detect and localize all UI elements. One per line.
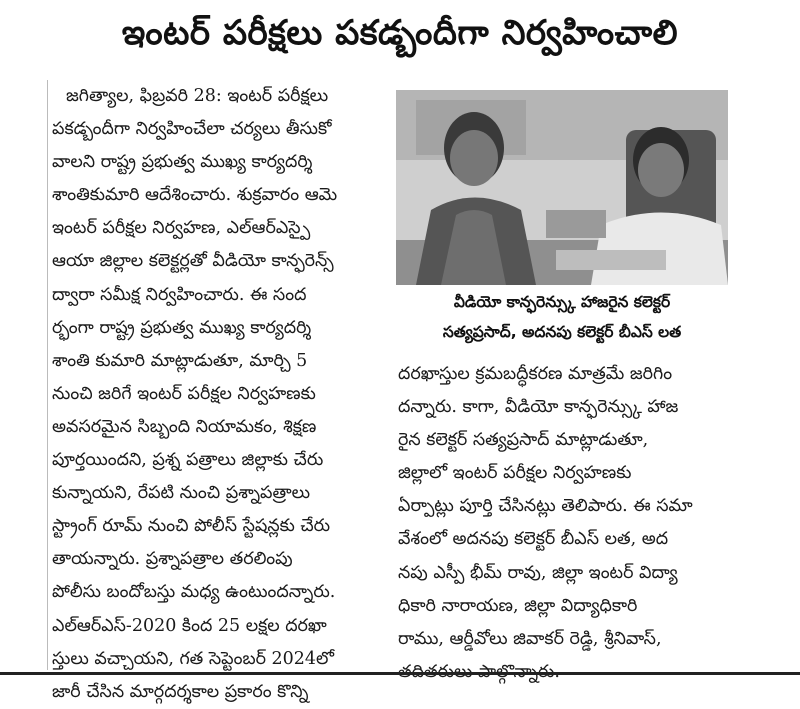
left-line: శాంతికుమారి ఆదేశించారు. శుక్రవారం ఆమె: [52, 185, 338, 206]
left-line: జగిత్యాల, ఫిబ్రవరి 28: ఇంటర్ పరీక్షలు: [66, 86, 329, 106]
article-photo: [396, 90, 728, 285]
column-divider: [47, 80, 48, 670]
right-line: ధికారి నారాయణ, జిల్లా విద్యాధికారి: [398, 595, 638, 616]
left-line: పూర్తయిందని, ప్రశ్న పత్రాలు జిల్లాకు చేరు: [52, 450, 324, 471]
caption-line: సత్యప్రసాద్, అదనపు కలెక్టర్ బీఎస్ లత: [442, 323, 682, 341]
left-line: శాంతి కుమారి మాట్లాడుతూ, మార్చి 5: [52, 350, 308, 371]
left-line: ఆయా జిల్లాల కలెక్టర్లతో వీడియో కాన్ఫరెన్స్: [52, 251, 334, 272]
caption-line: వీడియో కాన్ఫరెన్స్కు హాజరైన కలెక్టర్: [453, 293, 671, 311]
left-line: పకడ్బందీగా నిర్వహించేలా చర్యలు తీసుకో: [52, 119, 332, 140]
left-line: స్తులు వచ్చాయని, గత సెప్టెంబర్ 2024లో: [52, 648, 335, 669]
left-line: పోలీసు బందోబస్తు మధ్య ఉంటుందన్నారు.: [52, 582, 336, 603]
left-line: ఎల్ఆర్ఎస్-2020 కింద 25 లక్షల దరఖా: [52, 615, 327, 636]
right-line: రైన కలెక్టర్ సత్యప్రసాద్ మాట్లాడుతూ,: [398, 430, 649, 451]
left-line: ఇంటర్ పరీక్షల నిర్వహణ, ఎల్ఆర్ఎస్పై: [52, 218, 311, 239]
right-line: దన్నారు. కాగా, వీడియో కాన్ఫరెన్స్కు హాజ: [398, 397, 679, 418]
right-line: నపు ఎస్పీ భీమ్ రావు, జిల్లా ఇంటర్ విద్యా: [398, 562, 678, 583]
article-left-column: [52, 80, 385, 709]
right-line: ఏర్పాట్లు పూర్తి చేసినట్లు తెలిపారు. ఈ సమా: [398, 496, 693, 517]
right-line: జిల్లాలో ఇంటర్ పరీక్షల నిర్వహణకు: [398, 463, 632, 484]
left-line: స్ట్రాంగ్ రూమ్ నుంచి పోలీస్ స్టేషన్లకు చేరు: [52, 516, 331, 537]
left-line: వాలని రాష్ట్ర ప్రభుత్వ ముఖ్య కార్యదర్శి: [52, 152, 313, 173]
right-line: రాము, ఆర్డీవోలు జివాకర్ రెడ్డి, శ్రీనివాస్,: [398, 628, 662, 649]
left-line: కున్నాయని, రేపటి నుంచి ప్రశ్నాపత్రాలు: [52, 483, 311, 504]
left-line: ద్వారా సమీక్ష నిర్వహించారు. ఈ సంద: [52, 284, 307, 305]
right-line: వేశంలో అదనపు కలెక్టర్ బీఎస్ లత, అద: [398, 529, 669, 550]
article-headline: ఇంటర్ పరీక్షలు పకడ్బందీగా నిర్వహించాలి: [121, 13, 679, 53]
left-line: నుంచి జరిగే ఇంటర్ పరీక్షల నిర్వహణకు: [52, 383, 316, 404]
left-line: తాయన్నారు. ప్రశ్నాపత్రాల తరలింపు: [52, 549, 293, 570]
bottom-rule: [0, 672, 800, 675]
photo-caption: [396, 287, 728, 351]
left-line: ర్భంగా రాష్ట్ర ప్రభుత్వ ముఖ్య కార్యదర్శి: [52, 317, 312, 338]
left-line: అవసరమైన సిబ్బంది నియామకం, శిక్షణ: [52, 416, 317, 437]
left-line: జారీ చేసిన మార్గదర్శకాల ప్రకారం కొన్ని: [52, 681, 309, 702]
right-line: దరఖాస్తుల క్రమబద్ధీకరణ మాత్రమే జరిగిం: [398, 364, 673, 384]
article-right-column: [398, 358, 735, 689]
